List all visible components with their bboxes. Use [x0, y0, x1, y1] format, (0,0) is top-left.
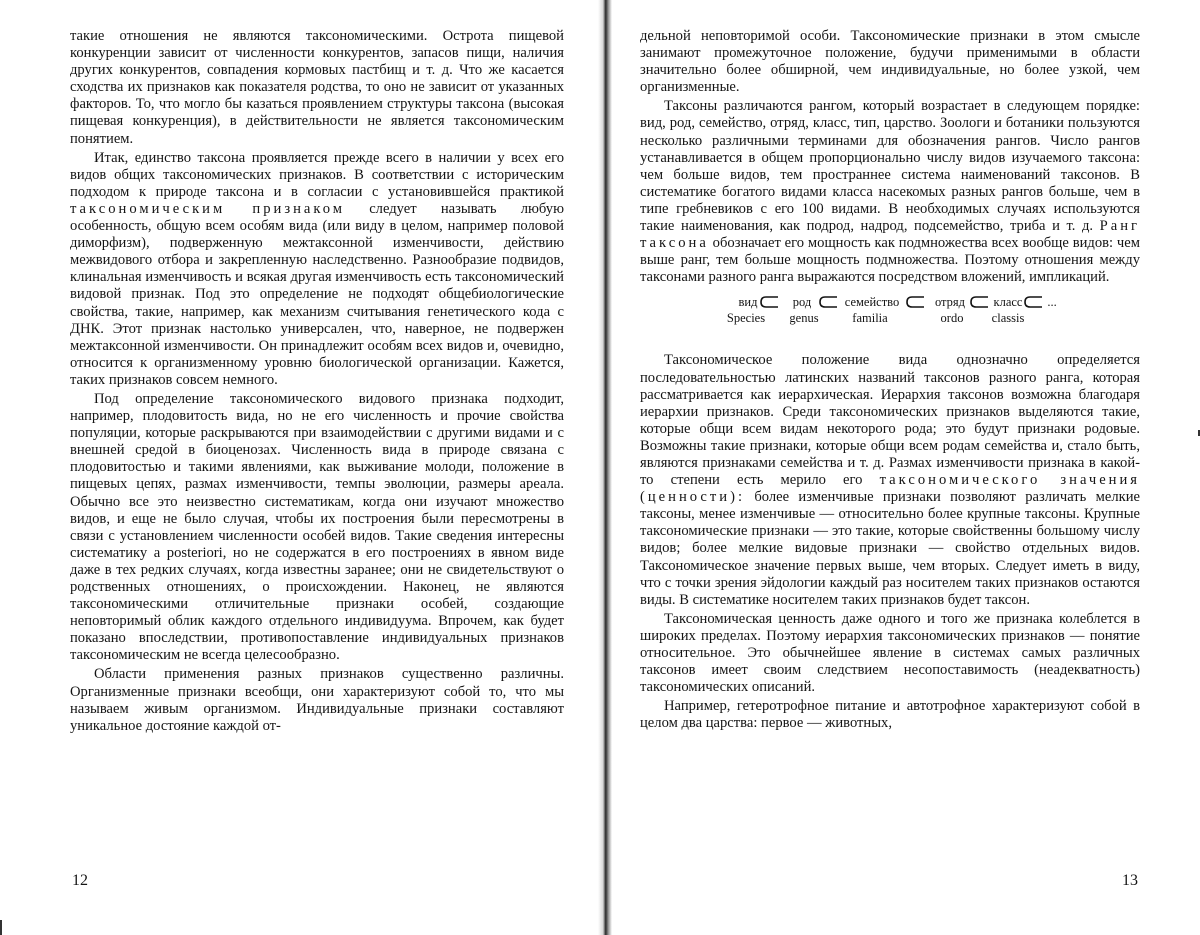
paragraph-text: Итак, единство таксона проявляется прежде всего в наличии у всех его видов общих таксономических признаков. В соответствии с историческим подходом к природе таксона и в согласии с установившейся практикой — [70, 149, 564, 200]
paragraph: Таксономическая ценность даже одного и того же признака колеблется в широких пределах. Поэтому иерархия таксономических признаков — понятие относительное. Это обычнейшее явление в системах самых различных таксонов имеет своим следствием несопоставимость (неадекватность) таксономических описаний. — [640, 610, 1140, 696]
rank-label: семейство — [844, 295, 900, 310]
page-number: 13 — [1122, 872, 1138, 889]
spaced-term: таксономического значения (ценности): — [640, 472, 1141, 506]
rank-inclusion-scheme — [640, 292, 1140, 326]
paragraph-text: Таксономическое положение вида однозначно определяется последовательностью латинских названий таксонов разного ранга, которая рассматривается как иерархическая. Иерархия таксонов возможна благодаря иерархии признаков. Среди таксономических признаков выделяются такие, которые общи всем видам некоторого рода; это будут признаки родовые. Возможны такие признаки, которые общи всем родам семейства и, стало быть, являются признаками семейства и т. д. Размах изменчивости признака в какой-то степени есть мерило его — [640, 352, 1140, 489]
paragraph — [70, 150, 564, 389]
paragraph-text: следует называть любую особенность, общую всем особям вида (или виду в целом, например половой диморфизм), подверженную межтаксонной изменчивости, действию межвидового отбора и закрепленную наследственно. Разнообразие подвидов, клинальная изменчивость и всякая другая изменчивость есть таксономический видовой признак. Под это определение не подходят общебиологические свойства, такие, например, как механизм считывания генетического кода с ДНК. Этот признак настолько универсален, что, наверное, не подвержен межтаксонной изменчивости. Он принадлежит особям всех видов и, очевидно, относится к организменному уровню биологической организации. Кажется, таких признаков совсем немного. — [70, 200, 564, 388]
rank-scheme-figure — [720, 292, 1060, 326]
rank-label: класс — [993, 295, 1023, 310]
subset-symbol-icon — [1025, 297, 1042, 307]
scan-edge-mark — [0, 920, 2, 935]
subset-symbol-icon — [971, 297, 988, 307]
latin-rank-label: classis — [991, 311, 1025, 326]
paragraph: Области применения разных признаков существенно различны. Организменные признаки всеобщи, они характеризуют собой то, что мы называем живым организмом. Индивидуальные признаки составляют уникальное достояние каждой от- — [70, 666, 564, 734]
rank-label: вид — [738, 295, 758, 310]
subset-symbol-icon — [761, 297, 778, 307]
subset-symbol-icon — [907, 297, 924, 307]
latin-rank-label: ordo — [940, 311, 964, 326]
paragraph: Например, гетеротрофное питание и автотрофное характеризуют собой в целом два царства: первое — животных, — [640, 698, 1140, 732]
latin-rank-label: familia — [852, 311, 888, 326]
latin-rank-label: Species — [726, 311, 766, 326]
paragraph-text: более изменчивые признаки позволяют различать мелкие таксоны, менее изменчивые — относительно более крупные таксоны. Крупные таксономические признаки — это такие, которые свойственны большому числу видов; более мелкие видовые признаки — свойство отдельных видов. Таксономическое значение первых выше, чем вторых. Следует иметь в виду, что с точки зрения эйдологии каждый раз носителем таких признаков остаются виды. В систематике носителем таких признаков будет таксон. — [640, 489, 1141, 608]
left-page — [70, 28, 564, 735]
paragraph: такие отношения не являются таксономическими. Острота пищевой конкуренции зависит от численности конкурентов, запасов пищи, наличия других конкурентов, совпадения кормовых пастбищ и т. д. Что же касается сходства их признаков как показателя родства, то оно не зависит от указанных факторов. То, что могло бы казаться проявлением структуры таксона (высокая пищевая конкуренция), в действительности не является таксономическим понятием. — [70, 28, 564, 147]
spaced-term: Ранг таксона — [640, 218, 1140, 252]
latin-rank-label: genus — [789, 311, 819, 326]
subset-symbol-icon — [820, 297, 837, 307]
paragraph: дельной неповторимой особи. Таксономические признаки в этом смысле занимают промежуточное положение, будучи применимыми в области значительно более обширной, чем индивидуальные, но более узкой, чем организменные. — [640, 28, 1140, 96]
rank-label: род — [792, 295, 812, 310]
paragraph-text: Таксоны различаются рангом, который возрастает в следующем порядке: вид, род, семейство, отряд, класс, тип, царство. Зоологи и ботаники пользуются несколько различными терминами для обозначения рангов. Число рангов устанавливается в общем пропорционально числу видов изучаемого таксона: чем больше видов, тем пространнее система наименований таксонов. В систематике богатого видами класса насекомых разных рангов больше, чем в типе гребневиков с его 100 видами. В необходимых случаях используются такие наименования, как подрод, надрод, подсемейство, триба и т. д. — [640, 98, 1140, 235]
page-number: 12 — [72, 872, 88, 889]
paragraph — [640, 352, 1140, 608]
book-gutter — [598, 0, 612, 935]
paragraph — [640, 98, 1140, 286]
paragraph-text: обозначает его мощность как подмножества всех вообще видов: чем выше ранг, тем больше мощность подмножества. Поэтому отношения между таксонами разного ранга выражаются посредством вложений, импликаций. — [640, 235, 1140, 286]
rank-label: отряд — [934, 295, 966, 310]
paragraph: Под определение таксономического видового признака подходит, например, плодовитость вида, но не его численность и прочие свойства популяции, которые раскрываются при взаимодействии с другими видами и с внешней средой в биоценозах. Численность вида в природе связана с плодовитостью и такими явлениями, как выживание молоди, положение в пищевых цепях, размах изменчивости, темпы эволюции, размеры ареала. Обычно все это неизвестно систематикам, когда они изучают множество видов, и еще не было случая, чтобы их построения были пересмотрены в связи с установлением численности особей видов. Такие сведения интересны систематику a posteriori, но не содержатся в его построениях в явном виде даже в тех редких случаях, когда известны заранее; они не свидетельствуют о родственных отношениях, о происхождении. Наконец, не являются таксономическими отличительные признаки особей, создающие неповторимый облик каждого отдельного индивидуума. Впрочем, как будет показано впоследствии, противопоставление индивидуальных признаков таксономическим не всегда целесообразно. — [70, 390, 564, 664]
right-page — [640, 28, 1140, 732]
ellipsis: ... — [1047, 295, 1057, 310]
spaced-term: таксономическим признаком — [70, 200, 345, 217]
